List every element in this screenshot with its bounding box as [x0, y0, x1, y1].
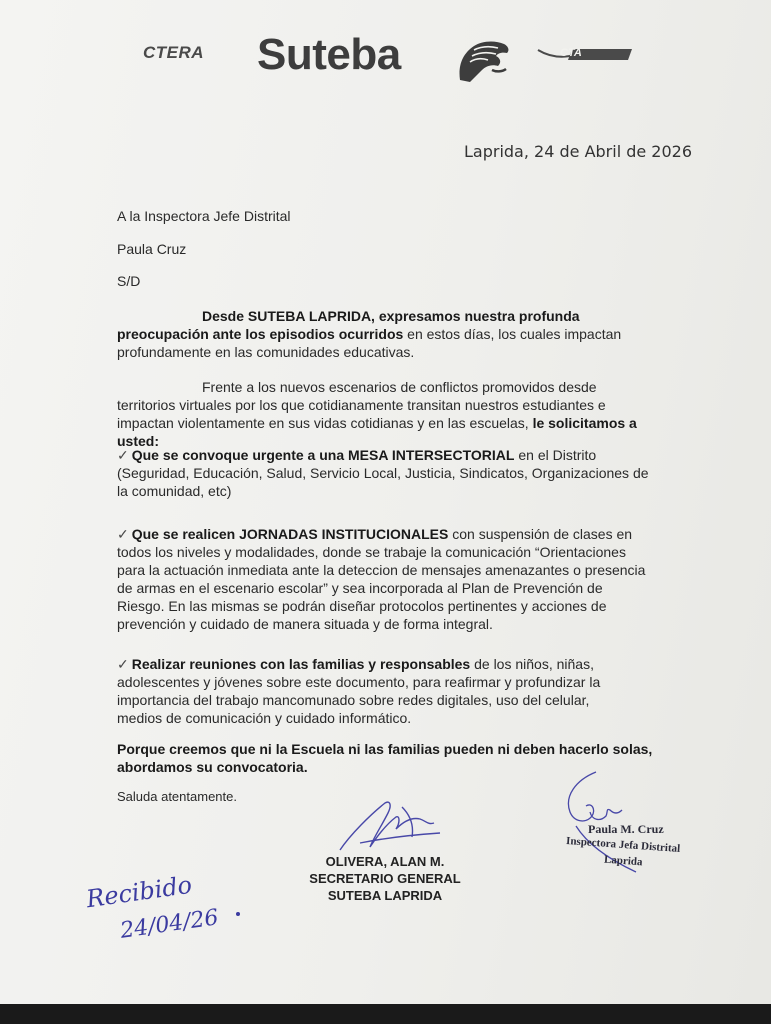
paragraph-1-text: en estos días, los cuales impactan profundamente en las comunidades educativas. — [117, 326, 622, 360]
addressee-line-1: A la Inspectora Jefe Distrital — [117, 208, 291, 224]
closing-statement: Porque creemos que ni la Escuela ni las familias pueden ni deben hacerlo solas, abordamos su convocatoria. — [117, 741, 653, 775]
request-item-3 — [117, 655, 625, 727]
request-item-2 — [117, 525, 647, 633]
stamp-place: Laprida — [603, 853, 643, 869]
paragraph-2 — [117, 378, 647, 450]
request-item-1-bold: Que se convoque urgente a una MESA INTERSECTORIAL — [131, 447, 515, 463]
stamp-title: Inspectora Jefa Distrital — [565, 835, 681, 855]
signer-block — [300, 853, 470, 904]
signer-org: SUTEBA LAPRIDA — [327, 888, 443, 903]
signature-olivera-icon — [330, 795, 450, 860]
addressee-line-3: S/D — [117, 273, 141, 289]
paragraph-2-bold: le solicitamos a usted: — [117, 415, 637, 449]
request-item-2-text: con suspensión de clases en todos los niveles y modalidades, donde se trabaje la comunicación “Orientaciones para la actuación inmediata ante la deteccion de mensajes amenazantes o presencia de armas en el escenario escolar” y sea incorporada al Plan de Prevención de Riesgo. En las mismas se podrán diseñar protocolos pertinentes y acciones de prevención y cuidado de manera situada y de forma integral. — [117, 526, 646, 632]
paragraph-2-text: Frente a los nuevos escenarios de conflictos promovidos desde territorios virtuales por los que cotidianamente transitan nuestros estudiantes e impactan violentamente en sus vidas cotidianas y en las escuelas, — [117, 379, 606, 431]
request-item-1 — [117, 446, 662, 500]
letter-date: Laprida, 24 de Abril de 2026 — [464, 142, 693, 161]
request-item-2-bold: Que se realicen JORNADAS INSTITUCIONALES — [131, 526, 449, 542]
request-item-3-bold: Realizar reuniones con las familias y responsables — [131, 656, 471, 672]
signer-name: OLIVERA, ALAN M. — [325, 854, 445, 869]
request-item-3-text: de los niños, niñas, adolescentes y jóvenes sobre este documento, para reafirmar y profundizar la importancia del trabajo mancomunado sobre redes digitales, uso del celular, medios de comunicación y cuidado informático. — [117, 656, 601, 726]
paragraph-1 — [117, 307, 647, 361]
paragraph-1-bold: Desde SUTEBA LAPRIDA, expresamos nuestra profunda preocupación ante los episodios ocurridos — [117, 308, 580, 342]
suteba-logo: Suteba — [257, 30, 401, 79]
handwritten-dot — [236, 912, 240, 916]
stamp-name: Paula M. Cruz — [588, 822, 664, 836]
handwritten-received: Recibido — [84, 870, 194, 914]
request-item-1-text: en el Distrito (Seguridad, Educación, Salud, Servicio Local, Justicia, Sindicatos, Organizaciones de la comunidad, etc) — [117, 447, 649, 499]
checkmark-icon: ✓ — [117, 447, 129, 463]
addressee-line-2: Paula Cruz — [117, 241, 187, 257]
suteba-horse-logo-icon — [452, 36, 514, 84]
signer-title: SECRETARIO GENERAL — [309, 871, 461, 886]
ctera-logo: CTERA — [143, 43, 205, 62]
handwritten-date: 24/04/26 — [118, 905, 221, 944]
salutation: Saluda atentamente. — [117, 789, 237, 804]
checkmark-icon: ✓ — [117, 656, 129, 672]
cta-logo-text: CTA — [560, 47, 582, 59]
checkmark-icon: ✓ — [117, 526, 129, 542]
cta-logo-swoosh-icon — [536, 46, 636, 68]
